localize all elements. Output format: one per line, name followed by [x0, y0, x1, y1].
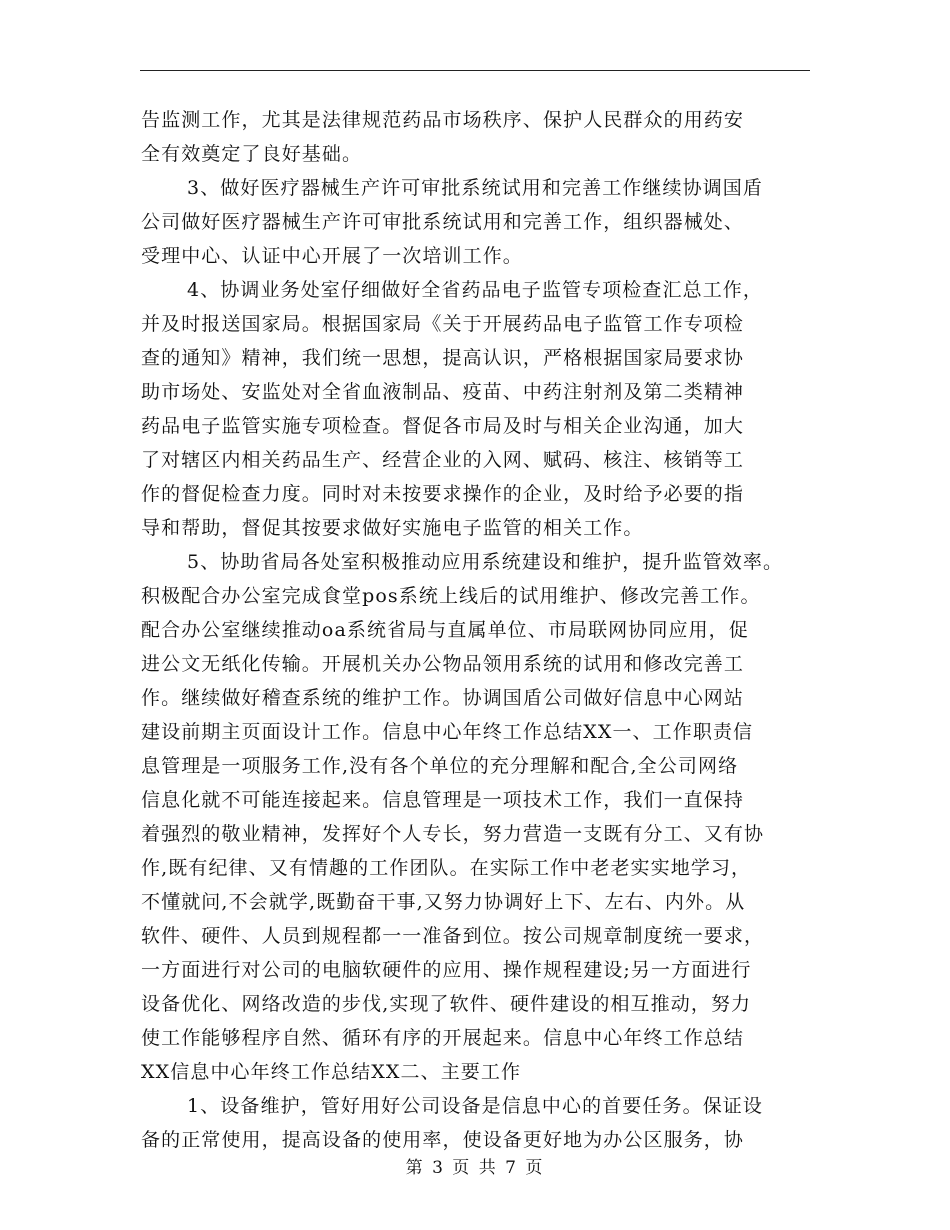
- text-line: 导和帮助，督促其按要求做好实施电子监管的相关工作。: [141, 517, 644, 539]
- text-line: 查的通知》精神，我们统一思想，提高认识，严格根据国家局要求协: [141, 347, 745, 369]
- text-line: 药品电子监管实施专项检查。督促各市局及时与相关企业沟通，加大: [141, 415, 745, 437]
- text-line: 1、设备维护，管好用好公司设备是信息中心的首要任务。保证设: [187, 1095, 763, 1117]
- text-line: 软件、硬件、人员到规程都一一准备到位。按公司规章制度统一要求，: [141, 925, 765, 947]
- text-line: 着强烈的敬业精神，发挥好个人专长，努力营造一支既有分工、又有协: [141, 823, 765, 845]
- text-line: 息管理是一项服务工作,没有各个单位的充分理解和配合,全公司网络: [141, 755, 739, 777]
- header-rule: [140, 70, 810, 71]
- text-line: 受理中心、认证中心开展了一次培训工作。: [141, 245, 523, 267]
- text-line: 助市场处、安监处对全省血液制品、疫苗、中药注射剂及第二类精神: [141, 381, 745, 403]
- text-line: 5、协助省局各处室积极推动应用系统建设和维护，提升监管效率。: [187, 551, 784, 573]
- text-line: 公司做好医疗器械生产许可审批系统试用和完善工作，组织器械处、: [141, 211, 745, 233]
- text-line: 一方面进行对公司的电脑软硬件的应用、操作规程建设;另一方面进行: [141, 959, 752, 981]
- text-line: 不懂就问,不会就学,既勤奋干事,又努力协调好上下、左右、内外。从: [141, 891, 746, 913]
- body-text: [141, 103, 816, 1157]
- text-line: 3、做好医疗器械生产许可审批系统试用和完善工作继续协调国盾: [187, 177, 763, 199]
- text-line: 作,既有纪律、又有情趣的工作团队。在实际工作中老老实实地学习，: [141, 857, 752, 879]
- text-line: 备的正常使用，提高设备的使用率，使设备更好地为办公区服务，协: [141, 1129, 745, 1151]
- text-line: XX信息中心年终工作总结XX二、主要工作: [141, 1061, 522, 1083]
- text-line: 作的督促检查力度。同时对未按要求操作的企业，及时给予必要的指: [141, 483, 745, 505]
- text-line: 进公文无纸化传输。开展机关办公物品领用系统的试用和修改完善工: [141, 653, 745, 675]
- text-line: 全有效奠定了良好基础。: [141, 143, 363, 165]
- page-footer: 第 3 页 共 7 页: [405, 1158, 545, 1178]
- text-line: 告监测工作，尤其是法律规范药品市场秩序、保护人民群众的用药安: [141, 109, 745, 131]
- text-line: 积极配合办公室完成食堂pos系统上线后的试用维护、修改完善工作。: [141, 585, 761, 607]
- text-line: 建设前期主页面设计工作。信息中心年终工作总结XX一、工作职责信: [141, 721, 754, 743]
- text-line: 并及时报送国家局。根据国家局《关于开展药品电子监管工作专项检: [141, 313, 745, 335]
- text-line: 作。继续做好稽查系统的维护工作。协调国盾公司做好信息中心网站: [141, 687, 745, 709]
- text-line: 了对辖区内相关药品生产、经营企业的入网、赋码、核注、核销等工: [141, 449, 745, 471]
- text-line: 设备优化、网络改造的步伐,实现了软件、硬件建设的相互推动，努力: [141, 993, 752, 1015]
- text-line: 使工作能够程序自然、循环有序的开展起来。信息中心年终工作总结: [141, 1027, 745, 1049]
- text-line: 4、协调业务处室仔细做好全省药品电子监管专项检查汇总工作，: [187, 279, 763, 301]
- text-line: 配合办公室继续推动oa系统省局与直属单位、市局联网协同应用，促: [141, 619, 749, 641]
- text-line: 信息化就不可能连接起来。信息管理是一项技术工作，我们一直保持: [141, 789, 745, 811]
